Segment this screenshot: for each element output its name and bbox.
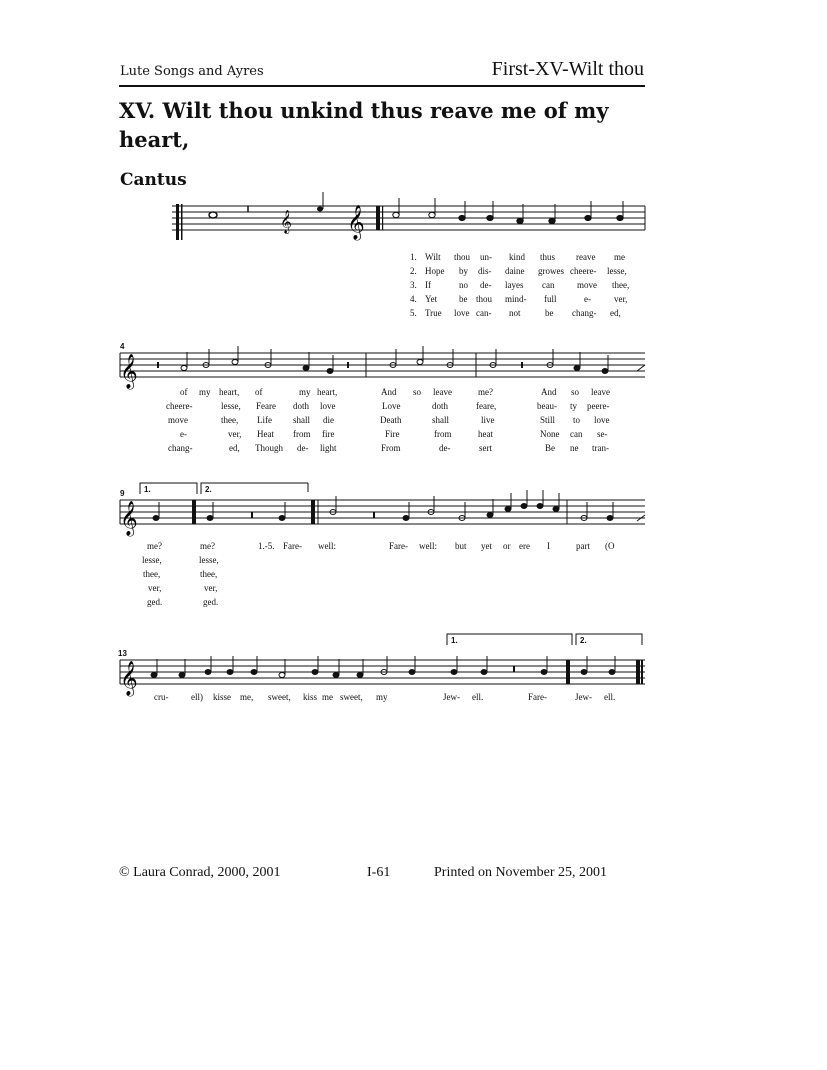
lyric: 1.-5.: [258, 541, 275, 551]
lyric: from: [434, 429, 452, 439]
lyric: heart,: [317, 387, 338, 397]
lyric: e-: [584, 294, 591, 304]
lyric: love: [594, 415, 610, 425]
lyric: doth: [293, 401, 310, 411]
lyric: be: [545, 308, 554, 318]
lyric: None: [540, 429, 560, 439]
lyric: leave: [433, 387, 452, 397]
lyric: ver,: [614, 294, 628, 304]
lyric: layes: [505, 280, 524, 290]
lyric: sweet,: [268, 692, 291, 702]
notes-system-3: [153, 490, 645, 524]
lyric: doth: [432, 401, 449, 411]
lyric: cheere-: [570, 266, 597, 276]
lyric: so: [571, 387, 580, 397]
lyric: Heat: [257, 429, 274, 439]
lyric: True: [425, 308, 442, 318]
lyric: cheere-: [166, 401, 193, 411]
lyric: ell.: [604, 692, 616, 702]
part-name: Cantus: [120, 170, 187, 190]
lyric: thus: [540, 252, 556, 262]
footer-page-number: I-61: [367, 865, 391, 880]
lyric: me: [322, 692, 333, 702]
lyric: 4.: [410, 294, 417, 304]
lyric: 1.: [410, 252, 417, 262]
lyric: thee,: [143, 569, 161, 579]
lyric: lesse,: [607, 266, 627, 276]
lyric: ty: [570, 401, 578, 411]
treble-clef-small: 𝄞: [280, 209, 292, 233]
treble-clef: 𝄞: [120, 661, 138, 696]
measure-number: 4: [120, 342, 125, 351]
lyric: from: [293, 429, 311, 439]
lyric: Yet: [425, 294, 438, 304]
lyric: kisse: [213, 692, 231, 702]
volta-brackets-system-4: [447, 634, 642, 645]
measure-number: 13: [118, 649, 127, 658]
lyric: thee,: [200, 569, 218, 579]
lyric: ver,: [228, 429, 242, 439]
lyric: Fare-: [283, 541, 302, 551]
staff-system-3: [120, 500, 645, 524]
lyric: my: [376, 692, 388, 702]
lyric: fire: [322, 429, 335, 439]
lyric: Love: [382, 401, 401, 411]
lyric: e-: [180, 429, 187, 439]
lyric: me?: [200, 541, 215, 551]
lyric: full: [544, 294, 557, 304]
lyric: mind-: [505, 294, 527, 304]
lyric: From: [381, 443, 401, 453]
footer-printed-date: Printed on November 25, 2001: [434, 865, 608, 880]
lyric: Hope: [425, 266, 445, 276]
lyric: me?: [478, 387, 493, 397]
lyric: can: [570, 429, 583, 439]
lyric: yet: [481, 541, 492, 551]
lyric: un-: [480, 252, 492, 262]
lyric: kind: [509, 252, 526, 262]
lyric: can-: [476, 308, 492, 318]
lyric: kiss: [303, 692, 318, 702]
lyric: Fare-: [528, 692, 547, 702]
lyric: my: [199, 387, 211, 397]
lyric: of: [180, 387, 188, 397]
lyric: thee,: [612, 280, 630, 290]
lyric: shall: [293, 415, 310, 425]
lyric: love: [454, 308, 470, 318]
lyric: can: [542, 280, 555, 290]
lyric: Jew-: [575, 692, 592, 702]
volta-brackets-system-3: [140, 483, 308, 494]
running-head-left: Lute Songs and Ayres: [120, 64, 264, 79]
lyric: Wilt: [425, 252, 441, 262]
lyric: leave: [591, 387, 610, 397]
lyric: feare,: [476, 401, 497, 411]
lyric: move: [577, 280, 597, 290]
lyric: love: [320, 401, 336, 411]
lyric: lesse,: [221, 401, 241, 411]
lyric: Fire: [385, 429, 400, 439]
lyric: chang-: [572, 308, 597, 318]
song-title: XV. Wilt thou unkind thus reave me of my heart,: [119, 98, 609, 152]
lyric: but: [455, 541, 467, 551]
lyric: ell.: [472, 692, 484, 702]
lyric: chang-: [168, 443, 193, 453]
lyric: Though: [255, 443, 283, 453]
lyric: sweet,: [340, 692, 363, 702]
lyric: or: [503, 541, 511, 551]
lyric: de-: [297, 443, 309, 453]
lyric: ver,: [204, 583, 218, 593]
lyric: de-: [439, 443, 451, 453]
lyric: ver,: [148, 583, 162, 593]
lyric: beau-: [537, 401, 557, 411]
lyric: 2.: [410, 266, 417, 276]
note-head: [317, 207, 323, 212]
lyric: heat: [478, 429, 493, 439]
lyric: reave: [576, 252, 596, 262]
lyric: part: [576, 541, 590, 551]
lyric: de-: [480, 280, 492, 290]
lyric: peere-: [587, 401, 610, 411]
measure-number: 9: [120, 489, 125, 498]
lyric: heart,: [219, 387, 240, 397]
lyric: no: [459, 280, 468, 290]
lyric: well:: [318, 541, 336, 551]
treble-clef: 𝄞: [120, 501, 138, 536]
lyric: 3.: [410, 280, 417, 290]
lyric: Life: [257, 415, 272, 425]
lyric: shall: [432, 415, 449, 425]
lyric: Jew-: [443, 692, 460, 702]
lyric: ere: [519, 541, 530, 551]
lyric: so: [413, 387, 422, 397]
volta-label: 2.: [205, 485, 212, 494]
lyric: lesse,: [142, 555, 162, 565]
lyric: tran-: [592, 443, 609, 453]
lyric: And: [381, 387, 397, 397]
lyric: growes: [538, 266, 564, 276]
volta-label: 1.: [451, 636, 458, 645]
lyric: ged.: [147, 597, 163, 607]
lyric: ell): [191, 692, 203, 702]
lyric: be: [459, 294, 468, 304]
lyric: light: [320, 443, 337, 453]
volta-label: 1.: [144, 485, 151, 494]
lyric: 5.: [410, 308, 417, 318]
staff-system-1: [172, 206, 645, 230]
lyric: not: [509, 308, 521, 318]
lyric: If: [425, 280, 431, 290]
lyric: daine: [505, 266, 525, 276]
lyric: lesse,: [199, 555, 219, 565]
footer-copyright: © Laura Conrad, 2000, 2001: [119, 865, 281, 880]
lyric: (O: [605, 541, 615, 551]
breve-note: [209, 212, 217, 218]
c-clef-incipit: [176, 204, 183, 240]
lyric: sert: [479, 443, 492, 453]
lyric: Feare: [256, 401, 276, 411]
lyric: thee,: [221, 415, 239, 425]
staff-system-2: [120, 353, 645, 377]
treble-clef: 𝄞: [347, 205, 365, 240]
notes-system-2: [158, 346, 645, 374]
lyric: Still: [540, 415, 556, 425]
lyric: Be: [545, 443, 555, 453]
lyric: And: [541, 387, 557, 397]
lyric: ged.: [203, 597, 219, 607]
running-head-right: First-XV-Wilt thou: [491, 58, 644, 80]
lyric: die: [323, 415, 334, 425]
lyric: se-: [597, 429, 608, 439]
lyric: cru-: [154, 692, 169, 702]
treble-clef: 𝄞: [120, 354, 138, 389]
lyric: of: [255, 387, 263, 397]
double-barline: [376, 206, 383, 230]
lyric: by: [459, 266, 468, 276]
lyric: ed,: [229, 443, 240, 453]
lyric: thou: [454, 252, 471, 262]
lyric: me: [614, 252, 625, 262]
lyric: me,: [240, 692, 254, 702]
lyric: well:: [419, 541, 437, 551]
lyric: Death: [380, 415, 402, 425]
lyric: to: [573, 415, 581, 425]
notes-system-1: [393, 198, 623, 224]
lyric: ne: [570, 443, 579, 453]
lyric: thou: [476, 294, 493, 304]
lyric: I: [547, 541, 550, 551]
lyric: ed,: [610, 308, 621, 318]
volta-label: 2.: [580, 636, 587, 645]
lyric: me?: [147, 541, 162, 551]
lyric: dis-: [478, 266, 492, 276]
lyric: my: [299, 387, 311, 397]
lyric: Fare-: [389, 541, 408, 551]
lyric: move: [168, 415, 188, 425]
lyric: live: [481, 415, 495, 425]
